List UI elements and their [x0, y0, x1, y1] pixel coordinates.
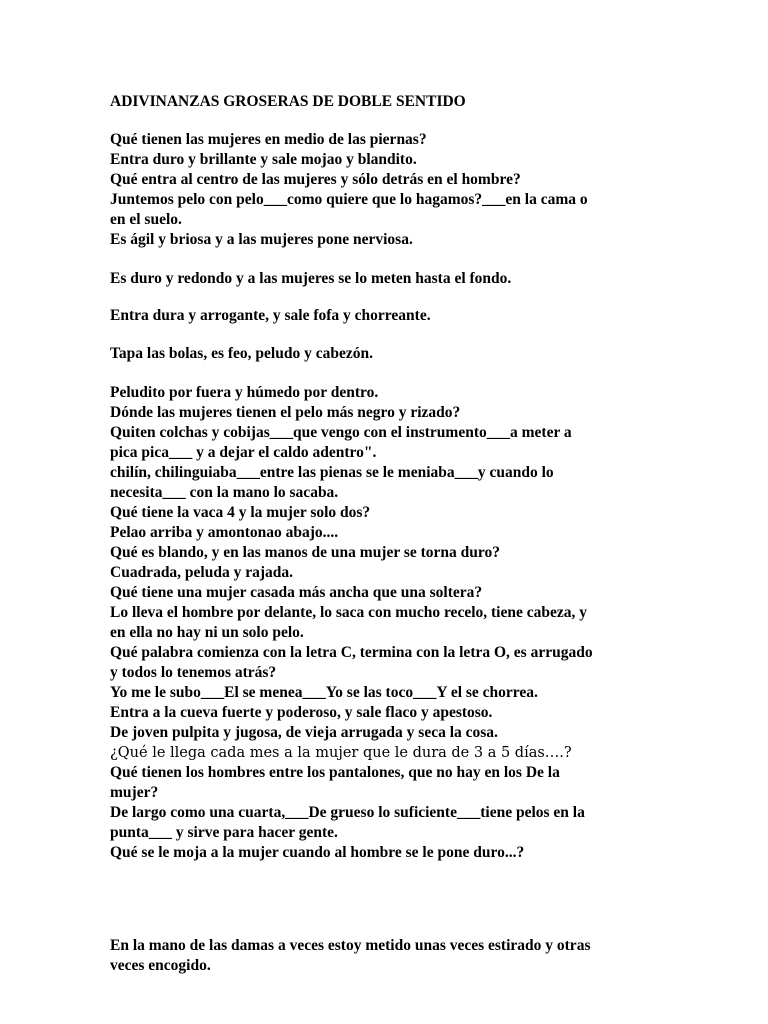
- text-line: Qué tiene una mujer casada más ancha que una soltera?: [110, 584, 483, 601]
- document-title: [110, 92, 665, 112]
- text-line: Qué se le moja a la mujer cuando al hombre se le pone duro...?: [110, 844, 525, 861]
- text-line: punta___ y sirve para hacer gente.: [110, 824, 338, 841]
- text-line: De joven pulpita y jugosa, de vieja arrugada y seca la cosa.: [110, 724, 498, 741]
- text-line: y todos lo tenemos atrás?: [110, 664, 277, 681]
- text-line: Entra dura y arrogante, y sale fofa y chorreante.: [110, 307, 431, 324]
- text-line: en el suelo.: [110, 211, 182, 228]
- text-line: Dónde las mujeres tienen el pelo más negro y rizado?: [110, 404, 461, 421]
- text-line: Entra duro y brillante y sale mojao y blandito.: [110, 151, 417, 168]
- text-line: pica pica___ y a dejar el caldo adentro".: [110, 444, 377, 461]
- paragraph-6: [110, 936, 665, 976]
- text-line: chilín, chilinguiaba___entre las pienas se le meniaba___y cuando lo: [110, 464, 554, 481]
- text-line: necesita___ con la mano lo sacaba.: [110, 484, 339, 501]
- text-line: Es ágil y briosa y a las mujeres pone nerviosa.: [110, 231, 413, 248]
- paragraph-1: [110, 130, 665, 250]
- text-line: Juntemos pelo con pelo___como quiere que lo hagamos?___en la cama o: [110, 191, 588, 208]
- text-line: Entra a la cueva fuerte y poderoso, y sale flaco y apestoso.: [110, 704, 493, 721]
- paragraph-5: [110, 383, 665, 863]
- text-line: Pelao arriba y amontonao abajo....: [110, 524, 339, 541]
- text-line: Peludito por fuera y húmedo por dentro.: [110, 384, 379, 401]
- text-line: ¿Qué le llega cada mes a la mujer que le dura de 3 a 5 días….?: [110, 745, 572, 761]
- text-line: De largo como una cuarta,___De grueso lo suficiente___tiene pelos en la: [110, 804, 585, 821]
- text-line: Tapa las bolas, es feo, peludo y cabezón.: [110, 345, 373, 362]
- text-line: Qué entra al centro de las mujeres y sólo detrás en el hombre?: [110, 171, 521, 188]
- text-line: Qué es blando, y en las manos de una mujer se torna duro?: [110, 544, 500, 561]
- text-line: veces encogido.: [110, 957, 211, 974]
- paragraph-3: [110, 306, 665, 326]
- text-line: Cuadrada, peluda y rajada.: [110, 564, 294, 581]
- text-line: Qué tienen los hombres entre los pantalones, que no hay en los De la: [110, 764, 560, 781]
- text-line: En la mano de las damas a veces estoy metido unas veces estirado y otras: [110, 937, 591, 954]
- text-line: Qué tiene la vaca 4 y la mujer solo dos?: [110, 504, 371, 521]
- text-line: Qué tienen las mujeres en medio de las piernas?: [110, 131, 427, 148]
- text-line: mujer?: [110, 784, 159, 801]
- title-text: ADIVINANZAS GROSERAS DE DOBLE SENTIDO: [110, 93, 466, 110]
- text-line: Es duro y redondo y a las mujeres se lo meten hasta el fondo.: [110, 270, 512, 287]
- paragraph-2: [110, 269, 665, 289]
- text-line: en ella no hay ni un solo pelo.: [110, 624, 304, 641]
- paragraph-4: [110, 344, 665, 364]
- text-line: Yo me le subo___El se menea___Yo se las toco___Y el se chorrea.: [110, 684, 538, 701]
- text-line: Lo lleva el hombre por delante, lo saca con mucho recelo, tiene cabeza, y: [110, 604, 587, 621]
- text-line: Qué palabra comienza con la letra C, termina con la letra O, es arrugado: [110, 644, 593, 661]
- text-line: Quiten colchas y cobijas___que vengo con el instrumento___a meter a: [110, 424, 572, 441]
